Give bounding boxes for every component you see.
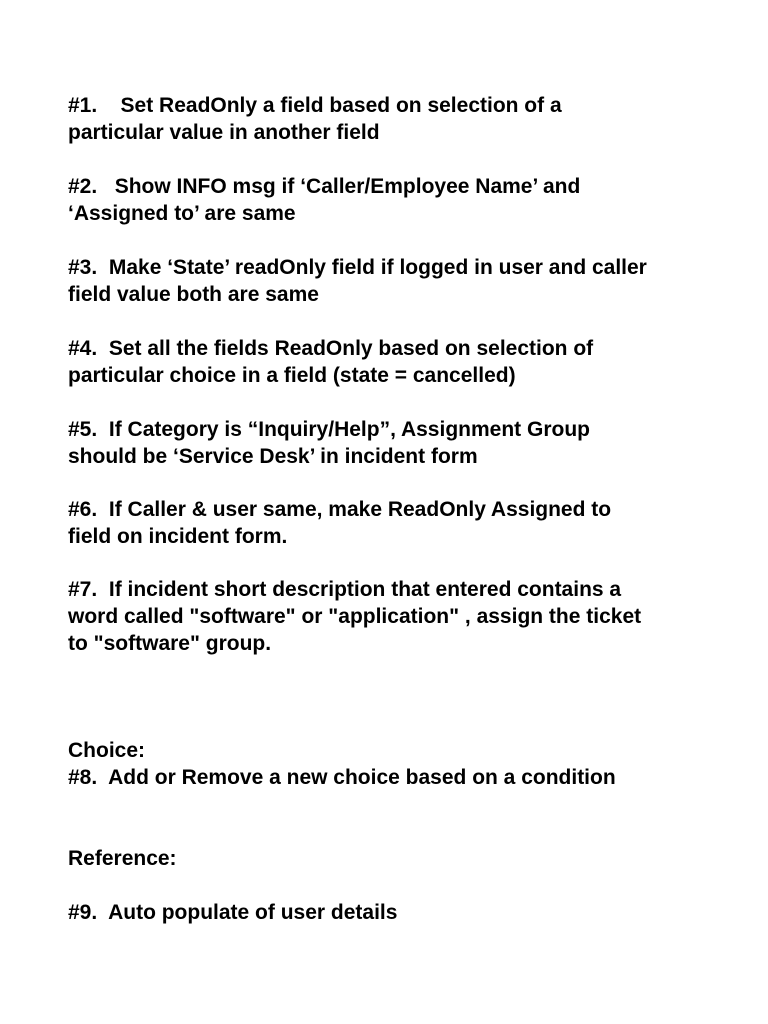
item-5-line-1: #5. If Category is “Inquiry/Help”, Assignment Group — [68, 418, 590, 441]
item-2-line-2: ‘Assigned to’ are same — [68, 202, 296, 225]
item-7-line-1: #7. If incident short description that entered contains a — [68, 578, 622, 601]
item-4-line-2: particular choice in a field (state = cancelled) — [68, 364, 516, 387]
item-6-line-2: field on incident form. — [68, 525, 288, 548]
item-8: #8. Add or Remove a new choice based on a condition — [68, 766, 616, 789]
reference-heading: Reference: — [68, 847, 177, 870]
item-3-line-1: #3. Make ‘State’ readOnly field if logged in user and caller — [68, 256, 647, 279]
item-6-line-1: #6. If Caller & user same, make ReadOnly Assigned to — [68, 498, 612, 521]
item-9: #9. Auto populate of user details — [68, 901, 398, 924]
item-4-line-1: #4. Set all the fields ReadOnly based on selection of — [68, 337, 594, 360]
item-2-line-1: #2. Show INFO msg if ‘Caller/Employee Name’ and — [68, 175, 581, 198]
item-7-line-2: word called "software" or "application" , assign the ticket — [68, 605, 642, 628]
item-5-line-2: should be ‘Service Desk’ in incident form — [68, 445, 478, 468]
choice-heading: Choice: — [68, 739, 146, 762]
item-7-line-3: to "software" group. — [68, 632, 272, 655]
item-3-line-2: field value both are same — [68, 283, 319, 306]
item-1-line-2: particular value in another field — [68, 121, 380, 144]
item-1-line-1: #1. Set ReadOnly a field based on selection of a — [68, 94, 562, 117]
